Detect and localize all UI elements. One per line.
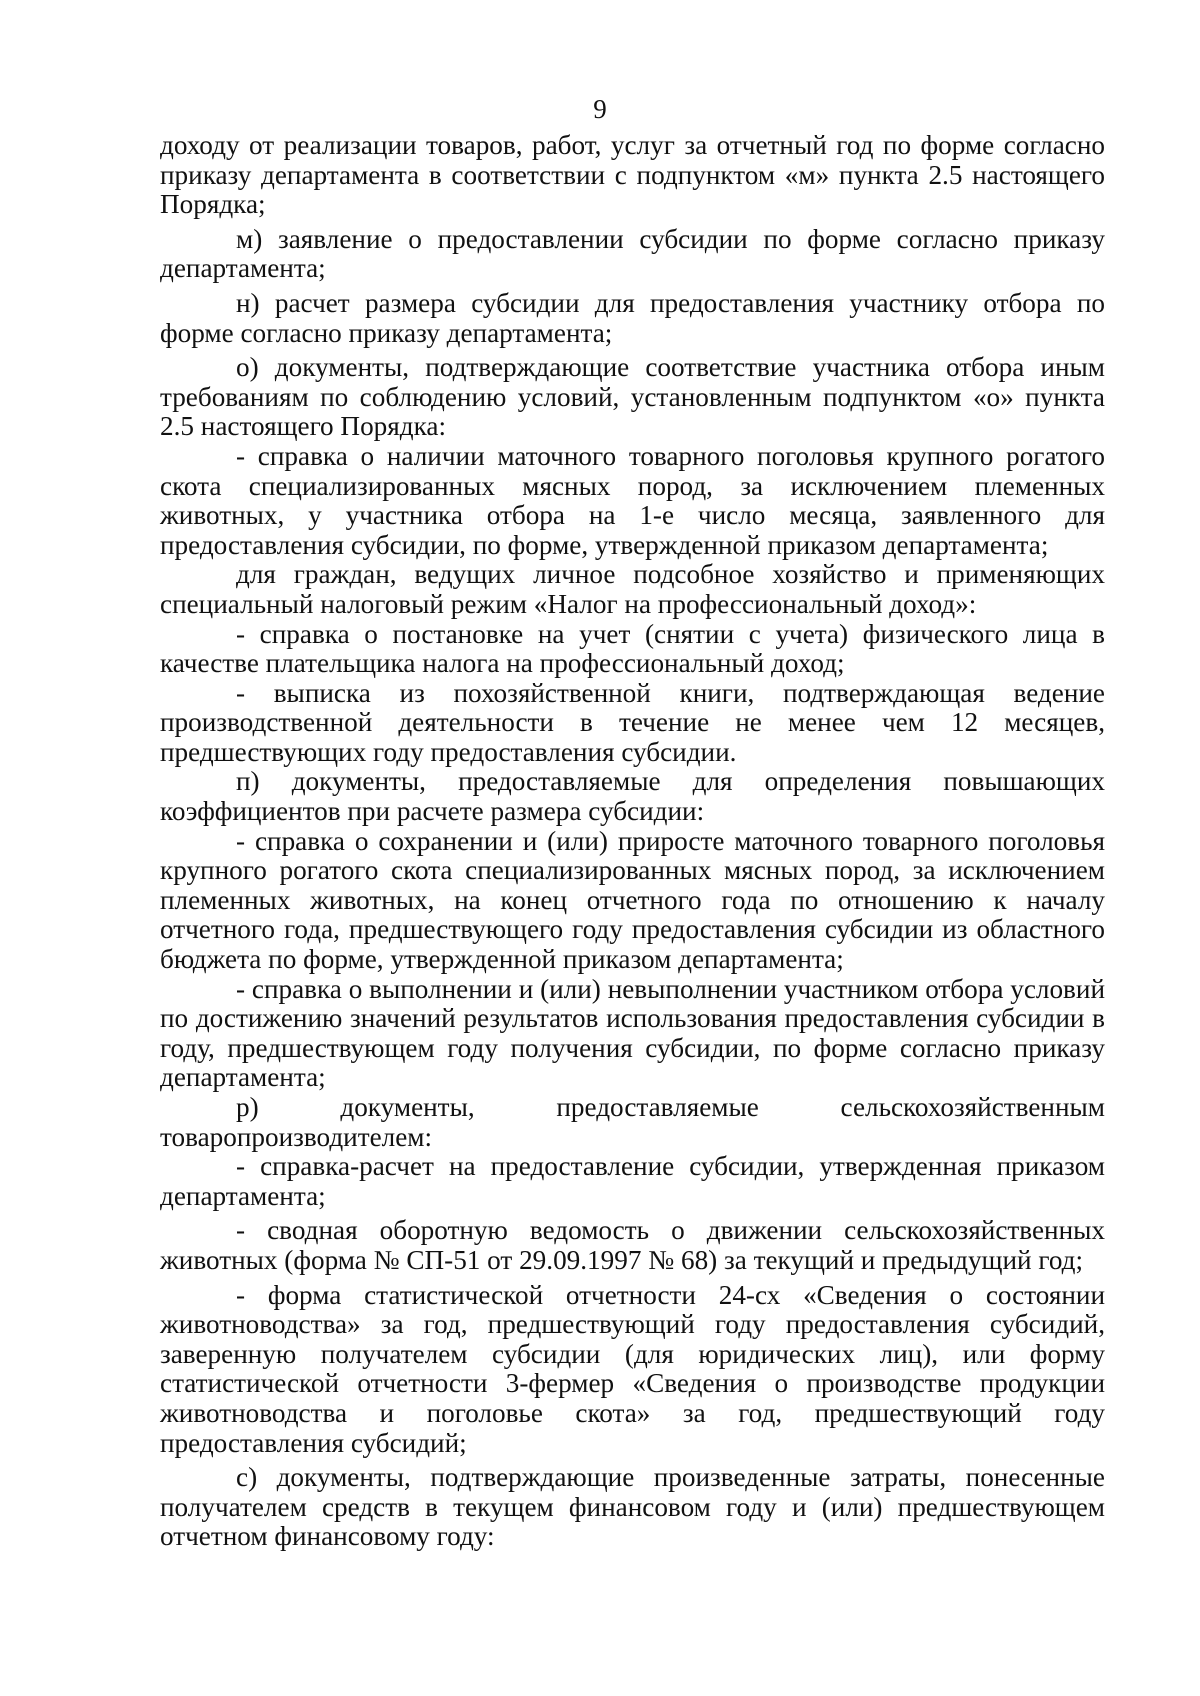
page-number: 9 — [593, 94, 607, 124]
paragraph: - справка-расчет на предоставление субсидии, утвержденная приказом департамента; — [160, 1151, 1105, 1211]
paragraph: м) заявление о предоставлении субсидии по форме согласно приказу департамента; — [160, 223, 1105, 284]
document-body — [160, 131, 1105, 1552]
paragraph: для граждан, ведущих личное подсобное хозяйство и применяющих специальный налоговый режим «Налог на профессиональный доход»: — [160, 559, 1105, 619]
paragraph: п) документы, предоставляемые для определения повышающих коэффициентов при расчете размера субсидии: — [160, 766, 1105, 827]
paragraph: р) документы, предоставляемые сельскохозяйственным товаропроизводителем: — [160, 1092, 1105, 1152]
paragraph: о) документы, подтверждающие соответствие участника отбора иным требованиям по соблюдению условий, установленным подпунктом «о» пункта 2.5 настоящего Порядка: — [160, 352, 1105, 442]
paragraph: с) документы, подтверждающие произведенные затраты, понесенные получателем средств в текущем финансовом году и (или) предшествующем отчетном финансовому году: — [160, 1462, 1105, 1552]
paragraph: - выписка из похозяйственной книги, подтверждающая ведение производственной деятельности в течение не менее чем 12 месяцев, предшествующих году предоставления субсидии. — [160, 677, 1105, 767]
paragraph: н) расчет размера субсидии для предоставления участнику отбора по форме согласно приказу департамента; — [160, 287, 1105, 348]
paragraph: - форма статистической отчетности 24-сх «Сведения о состоянии животноводства» за год, предшествующий году предоставления субсидий, заверенную получателем субсидии (для юридических лиц), или форму статистической отчетности 3-фермер «Сведения о производстве продукции животноводства и поголовье скота» за год, предшествующий году предоставления субсидий; — [160, 1279, 1105, 1458]
paragraph: - справка о постановке на учет (снятии с учета) физического лица в качестве плательщика налога на профессиональный доход; — [160, 618, 1105, 679]
paragraph: - справка о сохранении и (или) приросте маточного товарного поголовья крупного рогатого скота специализированных мясных пород, за исключением племенных животных, на конец отчетного года по отношению к началу отчетного года, предшествующего году предоставления субсидии из областного бюджета по форме, утвержденной приказом департамента; — [160, 825, 1105, 975]
paragraph: доходу от реализации товаров, работ, услуг за отчетный год по форме согласно приказу департамента в соответствии с подпунктом «м» пункта 2.5 настоящего Порядка; — [160, 130, 1105, 220]
paragraph: - сводная оборотную ведомость о движении сельскохозяйственных животных (форма № СП-51 от 29.09.1997 № 68) за текущий и предыдущий год; — [160, 1215, 1105, 1275]
paragraph: - справка о наличии маточного товарного поголовья крупного рогатого скота специализированных мясных пород, за исключением племенных животных, у участника отбора на 1-е число месяца, заявленного для предоставления субсидии, по форме, утвержденной приказом департамента; — [160, 440, 1105, 560]
paragraph: - справка о выполнении и (или) невыполнении участником отбора условий по достижению значений результатов использования предоставления субсидии в году, предшествующем году получения субсидии, по форме согласно приказу департамента; — [160, 973, 1105, 1093]
